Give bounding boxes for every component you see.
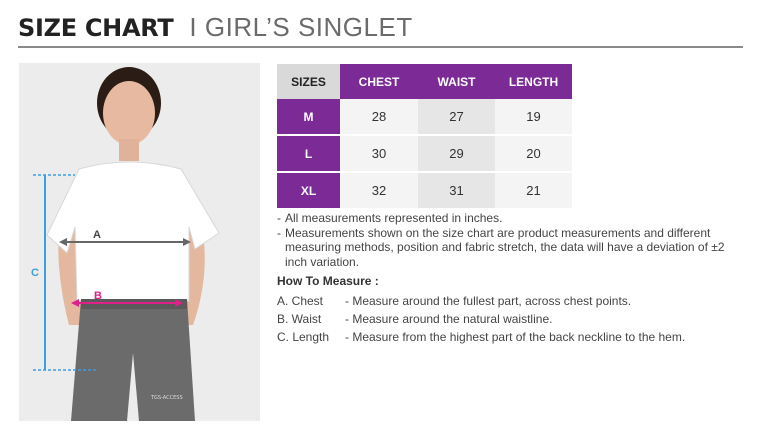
model-illustration [19, 63, 260, 421]
product-subtitle: I GIRL’S SINGLET [189, 12, 413, 42]
label-c: C [31, 267, 39, 279]
list-item [277, 292, 685, 310]
chest-value: 32 [340, 172, 418, 209]
list-item [277, 328, 685, 346]
how-to-measure-title: How To Measure : [277, 274, 379, 288]
table-row [277, 172, 572, 209]
note-item: - All measurements represented in inches. [277, 211, 503, 225]
measure-label: C. Length [277, 330, 330, 344]
label-a: A [93, 229, 101, 241]
size-label: L [277, 135, 340, 172]
size-label: M [277, 99, 340, 135]
measure-label: B. Waist [277, 312, 322, 326]
waist-value: 27 [418, 99, 495, 135]
measurement-notes [277, 211, 747, 269]
waist-value: 31 [418, 172, 495, 209]
header-chest: CHEST [340, 64, 418, 99]
note-text: Measurements shown on the size chart are product measurements and different measuring methods, position and fabric stretch, the data will have a deviation of ±2 inch variation. [285, 225, 725, 269]
note-item: - Measurements shown on the size chart are product measurements and different measuring methods, position and fabric stretch, the data will have a deviation of ±2 inch variation. [277, 226, 747, 270]
measure-label: A. Chest [277, 294, 324, 308]
size-table-header [277, 64, 572, 99]
size-table [277, 64, 572, 210]
size-chart-title: SIZE CHART [18, 14, 174, 42]
title-divider [18, 46, 743, 48]
header-waist: WAIST [418, 64, 495, 99]
length-value: 21 [495, 172, 572, 209]
size-label: XL [277, 172, 340, 209]
chest-value: 30 [340, 135, 418, 172]
chest-value: 28 [340, 99, 418, 135]
label-b: B [94, 290, 102, 302]
note-text: All measurements represented in inches. [285, 211, 503, 225]
length-value: 19 [495, 99, 572, 135]
header-sizes: SIZES [277, 64, 340, 99]
model-photo [19, 63, 260, 421]
pants-brand-text: TGS-ACCESS [151, 395, 183, 401]
list-item [277, 310, 685, 328]
measure-description: - Measure from the highest part of the back neckline to the hem. [345, 330, 686, 344]
table-row [277, 99, 572, 135]
page-title [18, 12, 413, 46]
table-row [277, 135, 572, 172]
measure-description: - Measure around the fullest part, across chest points. [345, 294, 632, 308]
how-to-measure-list [277, 292, 685, 346]
length-value: 20 [495, 135, 572, 172]
measure-description: - Measure around the natural waistline. [345, 312, 553, 326]
waist-value: 29 [418, 135, 495, 172]
header-length: LENGTH [495, 64, 572, 99]
